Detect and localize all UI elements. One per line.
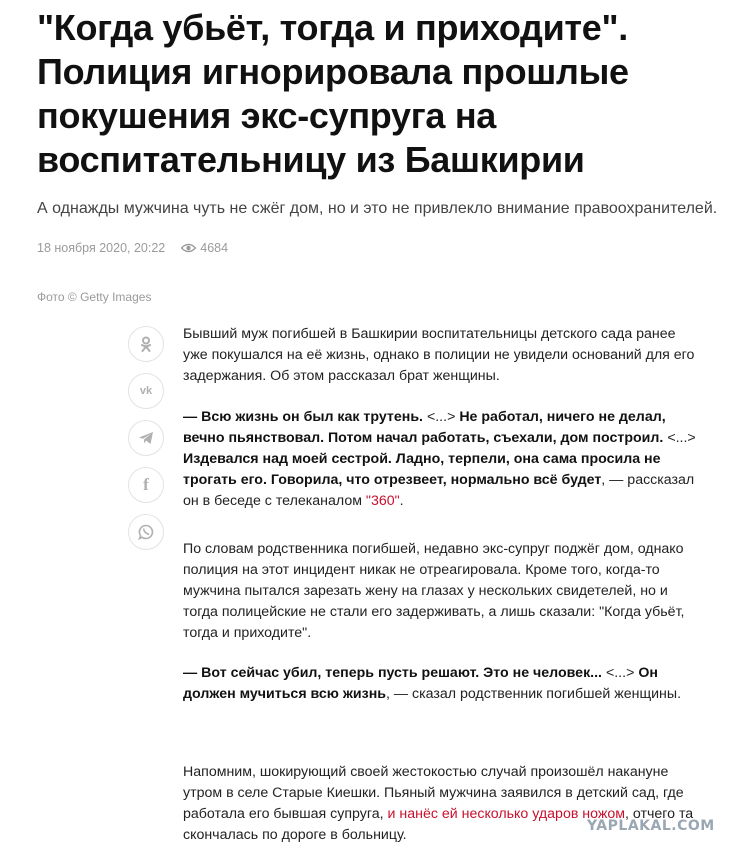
article-lead: А однажды мужчина чуть не сжёг дом, но и это не привлекло внимание правоохранителей. — [37, 200, 718, 217]
share-telegram-button[interactable] — [128, 420, 164, 456]
paragraph-5-end: , отчего та скончалась по дороге в больницу. — [183, 806, 694, 843]
watermark-logo: YAPLAKAL.COM — [587, 818, 715, 834]
quote-ellipsis: <...> — [605, 665, 635, 681]
facebook-icon: f — [143, 475, 149, 494]
share-vk-button[interactable] — [128, 373, 164, 409]
telegram-icon — [138, 431, 154, 445]
quote-part-3: Издевался над моей сестрой. Ладно, терпели, она сама просила не трогать его. Говорила, что отрезвеет, нормально всё будет — [183, 451, 661, 488]
quote-ellipsis: <...> — [667, 430, 696, 446]
paragraph-2-quote — [183, 407, 703, 512]
photo-credit: Фото © Getty Images — [37, 290, 152, 304]
whatsapp-icon — [138, 524, 154, 540]
quote-part-1: — Вот сейчас убил, теперь пусть решают. Это не человек... — [183, 665, 602, 681]
views-count: 4684 — [200, 241, 229, 255]
link-stabbing[interactable]: и нанёс ей несколько ударов ножом — [387, 806, 626, 822]
article-meta — [37, 241, 228, 255]
quote-part-2: Не работал, ничего не делал, вечно пьянствовал. Потом начал работать, съехали, дом построил. — [183, 409, 666, 446]
vk-icon: vk — [139, 385, 153, 397]
eye-icon — [181, 243, 196, 253]
quote-part-2: Он должен мучиться всю жизнь — [183, 665, 658, 702]
paragraph-5-text: Напомним, шокирующий своей жестокостью случай произошёл накануне утром в селе Старые Киешки. Пьяный мужчина заявился в детский сад, где работала его бывшая супруга, — [183, 764, 684, 822]
views-counter — [181, 241, 228, 255]
link-360[interactable]: "360" — [365, 493, 400, 509]
article-title: "Когда убьёт, тогда и приходите". Полиция игнорировала прошлые покушения экс-супруга на воспитательницу из Башкирии — [37, 7, 629, 180]
quote-attribution: , — рассказал он в беседе с телеканалом — [183, 472, 695, 509]
quote-part-1: — Всю жизнь он был как трутень. — [183, 409, 423, 425]
share-bar — [128, 326, 168, 561]
quote-attribution: , — сказал родственник погибшей женщины. — [385, 686, 682, 702]
odnoklassniki-icon — [139, 336, 153, 352]
share-ok-button[interactable] — [128, 326, 164, 362]
paragraph-4-quote — [183, 663, 703, 705]
publish-date: 18 ноября 2020, 20:22 — [37, 241, 166, 255]
paragraph-3: По словам родственника погибшей, недавно экс-супруг поджёг дом, однако полиция на этот инцидент никак не отреагировала. Кроме того, когда-то мужчина пытался зарезать жену на глазах у нескольких свидетелей, но и тогда полицейские не стали его задерживать, а лишь сказали: "Когда убьёт, тогда и приходите". — [183, 541, 685, 641]
period: . — [399, 493, 404, 509]
share-facebook-button[interactable] — [128, 467, 164, 503]
paragraph-1: Бывший муж погибшей в Башкирии воспитательницы детского сада ранее уже покушался на её жизнь, однако в полиции не увидели оснований для его задержания. Об этом рассказал брат женщины. — [183, 326, 695, 384]
share-whatsapp-button[interactable] — [128, 514, 164, 550]
quote-ellipsis: <...> — [426, 409, 456, 425]
